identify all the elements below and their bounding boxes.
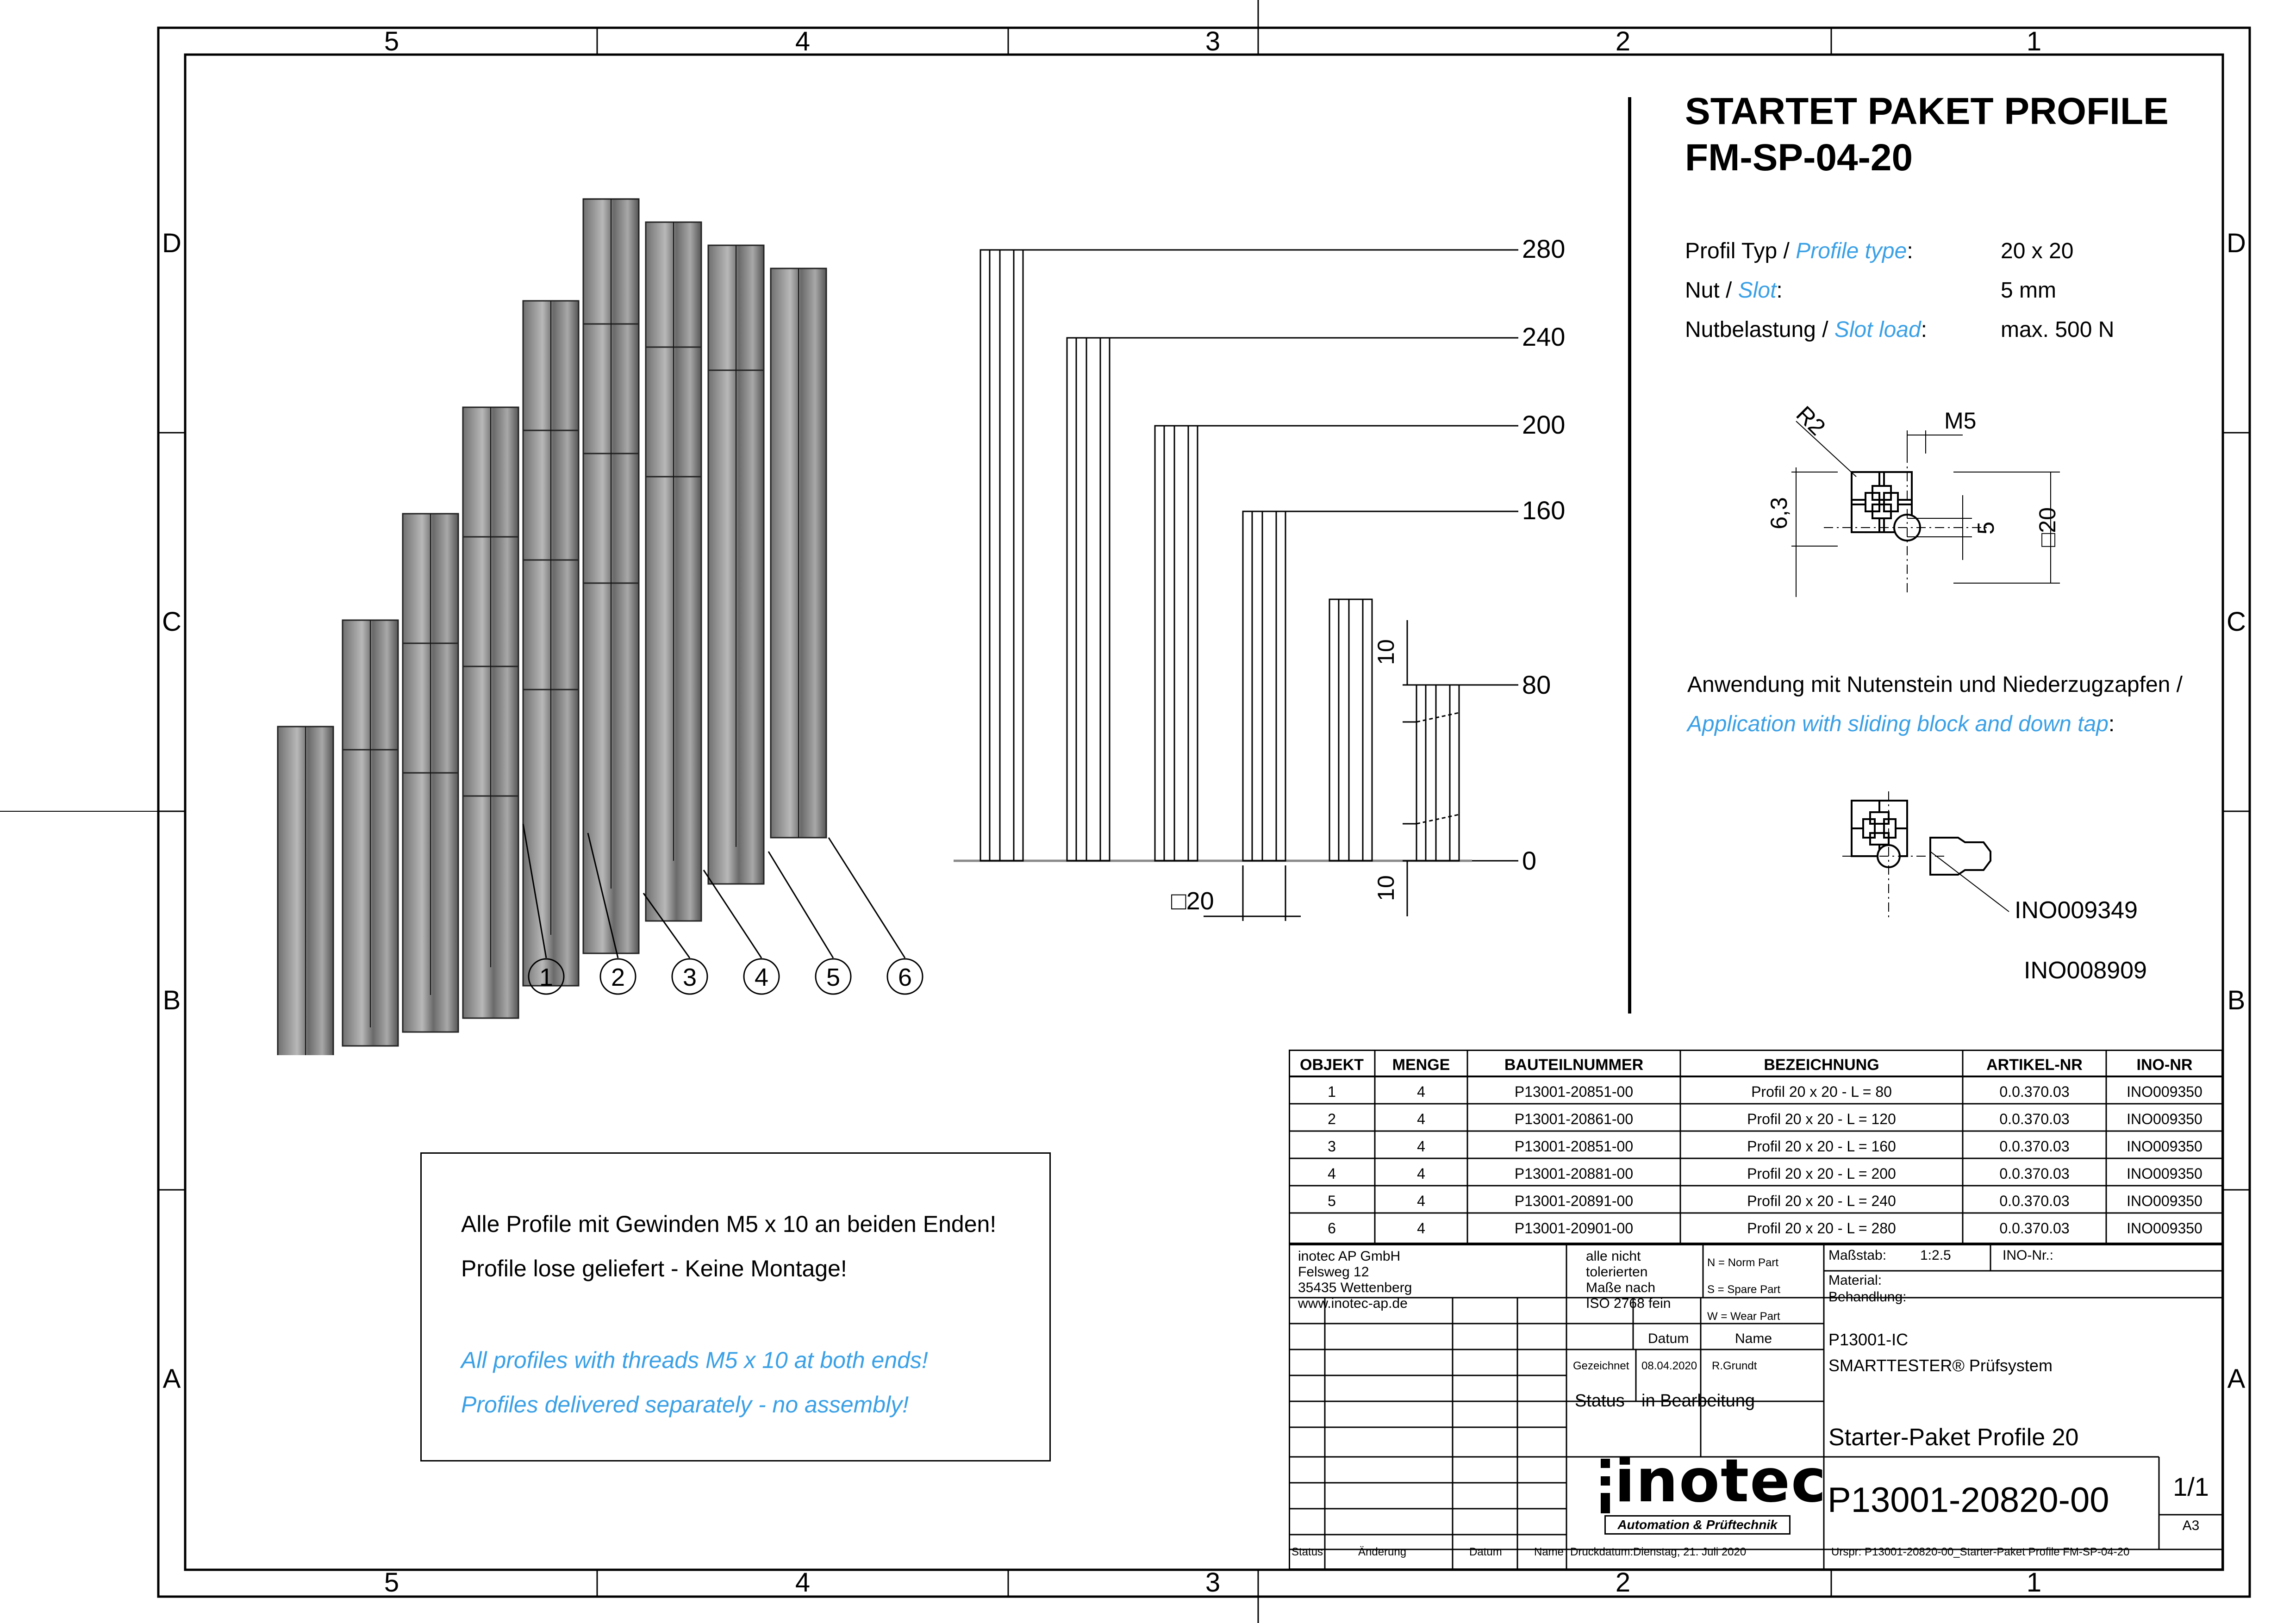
zone-col-2-bottom: 2 [1615, 1567, 1631, 1598]
project-number: P13001-IC [1828, 1330, 1909, 1349]
dim-80: 80 [1522, 670, 1551, 699]
bom-cell-objekt: 5 [1328, 1193, 1336, 1209]
drawing-description: Starter-Paket Profile 20 [1828, 1424, 2079, 1451]
rev-name-header: Name [1534, 1546, 1564, 1558]
bom-cell-bauteilnummer: P13001-20891-00 [1514, 1193, 1634, 1209]
dim-m5: M5 [1944, 408, 1977, 434]
rev-change-header: Änderung [1358, 1546, 1407, 1558]
bom-cell-objekt: 6 [1328, 1220, 1336, 1237]
drawn-name: R.Grundt [1712, 1360, 1757, 1372]
balloon-6: 6 [898, 964, 912, 991]
balloon-2: 2 [611, 964, 625, 991]
scale-value: 1:2.5 [1920, 1248, 1951, 1263]
bom-cell-bauteilnummer: P13001-20851-00 [1514, 1138, 1634, 1155]
zone-row-c-left: C [162, 607, 181, 637]
zone-row-c-right: C [2227, 607, 2246, 637]
balloon-3: 3 [682, 964, 697, 991]
dim-slot-5: 5 [1972, 522, 1999, 535]
company-logo [1601, 1447, 1827, 1536]
bom-cell-ino-nr: INO009350 [2127, 1083, 2202, 1100]
treatment-label: Behandlung: [1828, 1289, 1907, 1305]
datum-header: Datum [1648, 1331, 1689, 1346]
dim-r2: R2 [1791, 401, 1831, 441]
zone-col-4-top: 4 [795, 26, 811, 56]
bom-cell-ino-nr: INO009350 [2127, 1111, 2202, 1127]
dim-200: 200 [1522, 410, 1566, 439]
origin-file: Urspr: P13001-20820-00_Starter-Paket Profile FM-SP-04-20 [1831, 1546, 2130, 1558]
logo-wordmark: inotec [1615, 1447, 1827, 1516]
bom-cell-ino-nr: INO009350 [2127, 1138, 2202, 1155]
zone-col-3-bottom: 3 [1205, 1567, 1221, 1598]
bom-cell-objekt: 2 [1328, 1111, 1336, 1127]
bom-cell-bezeichnung: Profil 20 x 20 - L = 80 [1751, 1083, 1892, 1100]
sheet-number: 1/1 [2173, 1472, 2209, 1501]
name-header: Name [1735, 1331, 1772, 1346]
dim-thread-bottom: 10 [1373, 875, 1399, 901]
application-en: Application with sliding block and down tap: [1687, 712, 2115, 736]
zone-row-b-right: B [2227, 985, 2246, 1015]
part-type-legend: N = Norm Part S = Spare Part W = Wear Part [1707, 1256, 1781, 1323]
bom-cell-menge: 4 [1417, 1193, 1425, 1209]
print-date: Druckdatum:Dienstag, 21. Juli 2020 [1570, 1546, 1747, 1558]
note-en-threads: All profiles with threads M5 x 10 at both ends! [461, 1347, 928, 1373]
tolerance-note: alle nicht tolerierten Maße nach ISO 2768 fein [1586, 1249, 1671, 1311]
bom-header-ino-nr: INO-NR [2136, 1056, 2193, 1074]
bom-cell-menge: 4 [1417, 1220, 1425, 1237]
bom-cell-artikel-nr: 0.0.370.03 [1999, 1111, 2070, 1127]
drawing-title-line1: STARTET PAKET PROFILE [1685, 90, 2169, 132]
dim-280: 280 [1522, 234, 1566, 263]
dim-0: 0 [1522, 846, 1537, 875]
bom-cell-artikel-nr: 0.0.370.03 [1999, 1083, 2070, 1100]
dim-square-20: □20 [1171, 887, 1214, 915]
bom-header-artikel-nr: ARTIKEL-NR [1986, 1056, 2083, 1074]
balloon-4: 4 [754, 964, 769, 991]
bom-cell-bezeichnung: Profil 20 x 20 - L = 240 [1747, 1193, 1896, 1209]
bom-cell-artikel-nr: 0.0.370.03 [1999, 1138, 2070, 1155]
material-label: Material: [1828, 1273, 1882, 1288]
part-label-ino008909: INO008909 [2024, 957, 2147, 984]
zone-col-4-bottom: 4 [795, 1567, 811, 1598]
bom-header-bauteilnummer: BAUTEILNUMMER [1504, 1056, 1644, 1074]
status-label: Status [1575, 1391, 1625, 1411]
zone-row-d-right: D [2227, 228, 2246, 258]
spec-slot-load-value: max. 500 N [2001, 317, 2115, 342]
bom-cell-ino-nr: INO009350 [2127, 1220, 2202, 1237]
status-value: in Bearbeitung [1641, 1391, 1755, 1411]
note-en-delivery: Profiles delivered separately - no assembly! [461, 1392, 909, 1418]
length-view [944, 222, 1602, 944]
dim-square-20-section: □20 [2034, 507, 2060, 547]
bom-cell-ino-nr: INO009350 [2127, 1193, 2202, 1209]
balloon-1: 1 [539, 964, 554, 991]
spec-profile-type-value: 20 x 20 [2001, 239, 2074, 263]
zone-col-5-bottom: 5 [384, 1567, 399, 1598]
application-de: Anwendung mit Nutenstein und Niederzugzapfen / [1687, 672, 2183, 697]
company-address: inotec AP GmbH Felsweg 12 35435 Wettenberg www.inotec-ap.de [1298, 1249, 1412, 1311]
zone-row-a-right: A [2227, 1364, 2246, 1394]
dim-240: 240 [1522, 322, 1566, 351]
bom-cell-bezeichnung: Profil 20 x 20 - L = 200 [1747, 1165, 1896, 1182]
bom-cell-artikel-nr: 0.0.370.03 [1999, 1220, 2070, 1237]
bom-cell-ino-nr: INO009350 [2127, 1165, 2202, 1182]
balloon-5: 5 [826, 964, 841, 991]
spec-slot: Nut / Slot: [1685, 278, 1783, 303]
bom-header-objekt: OBJEKT [1300, 1056, 1364, 1074]
bom-cell-bauteilnummer: P13001-20881-00 [1514, 1165, 1634, 1182]
drawn-date: 08.04.2020 [1641, 1360, 1697, 1372]
sheet-format: A3 [2182, 1518, 2200, 1533]
zone-row-a-left: A [162, 1364, 181, 1394]
spec-slot-value: 5 mm [2001, 278, 2056, 303]
note-de-delivery: Profile lose geliefert - Keine Montage! [461, 1256, 847, 1281]
bom-header-menge: MENGE [1392, 1056, 1450, 1074]
bom-cell-objekt: 4 [1328, 1165, 1336, 1182]
zone-col-3-top: 3 [1205, 26, 1221, 56]
rev-date-header: Datum [1469, 1546, 1502, 1558]
bom-cell-objekt: 1 [1328, 1083, 1336, 1100]
bom-cell-artikel-nr: 0.0.370.03 [1999, 1165, 2070, 1182]
rev-status-header: Status [1292, 1546, 1323, 1558]
spec-slot-load: Nutbelastung / Slot load: [1685, 317, 1928, 342]
bom-cell-bauteilnummer: P13001-20901-00 [1514, 1220, 1634, 1237]
zone-row-d-left: D [162, 228, 181, 258]
bom-cell-menge: 4 [1417, 1083, 1425, 1100]
balloon-group [509, 824, 954, 1037]
bom-cell-bezeichnung: Profil 20 x 20 - L = 160 [1747, 1138, 1896, 1155]
dim-6-3: 6,3 [1766, 497, 1792, 529]
bom-cell-bauteilnummer: P13001-20851-00 [1514, 1083, 1634, 1100]
bom-cell-bauteilnummer: P13001-20861-00 [1514, 1111, 1634, 1127]
bom-header-bezeichnung: BEZEICHNUNG [1764, 1056, 1879, 1074]
scale-label: Maßstab: [1828, 1248, 1887, 1263]
drawing-title-line2: FM-SP-04-20 [1685, 137, 1913, 179]
bom-cell-menge: 4 [1417, 1111, 1425, 1127]
spec-profile-type: Profil Typ / Profile type: [1685, 239, 1913, 263]
bom-cell-menge: 4 [1417, 1138, 1425, 1155]
dim-thread-top: 10 [1373, 639, 1399, 665]
vertical-separator [1628, 97, 1631, 1014]
logo-tagline: Automation & Prüftechnik [1604, 1515, 1791, 1535]
bom-cell-menge: 4 [1417, 1165, 1425, 1182]
drawing-number: P13001-20820-00 [1828, 1480, 2109, 1520]
part-label-ino009349: INO009349 [2015, 897, 2138, 924]
ino-number-label: INO-Nr.: [2003, 1248, 2053, 1263]
bom-cell-artikel-nr: 0.0.370.03 [1999, 1193, 2070, 1209]
note-de-threads: Alle Profile mit Gewinden M5 x 10 an beiden Enden! [461, 1211, 997, 1237]
zone-col-5-top: 5 [384, 26, 399, 56]
zone-col-2-top: 2 [1615, 26, 1631, 56]
bom-cell-bezeichnung: Profil 20 x 20 - L = 280 [1747, 1220, 1896, 1237]
bom-cell-bezeichnung: Profil 20 x 20 - L = 120 [1747, 1111, 1896, 1127]
bom-cell-objekt: 3 [1328, 1138, 1336, 1155]
drawn-label: Gezeichnet [1573, 1360, 1629, 1372]
zone-col-1-bottom: 1 [2026, 1567, 2042, 1598]
system-name: SMARTTESTER® Prüfsystem [1828, 1356, 2053, 1375]
dim-160: 160 [1522, 496, 1566, 525]
zone-row-b-left: B [162, 985, 181, 1015]
zone-col-1-top: 1 [2026, 26, 2042, 56]
